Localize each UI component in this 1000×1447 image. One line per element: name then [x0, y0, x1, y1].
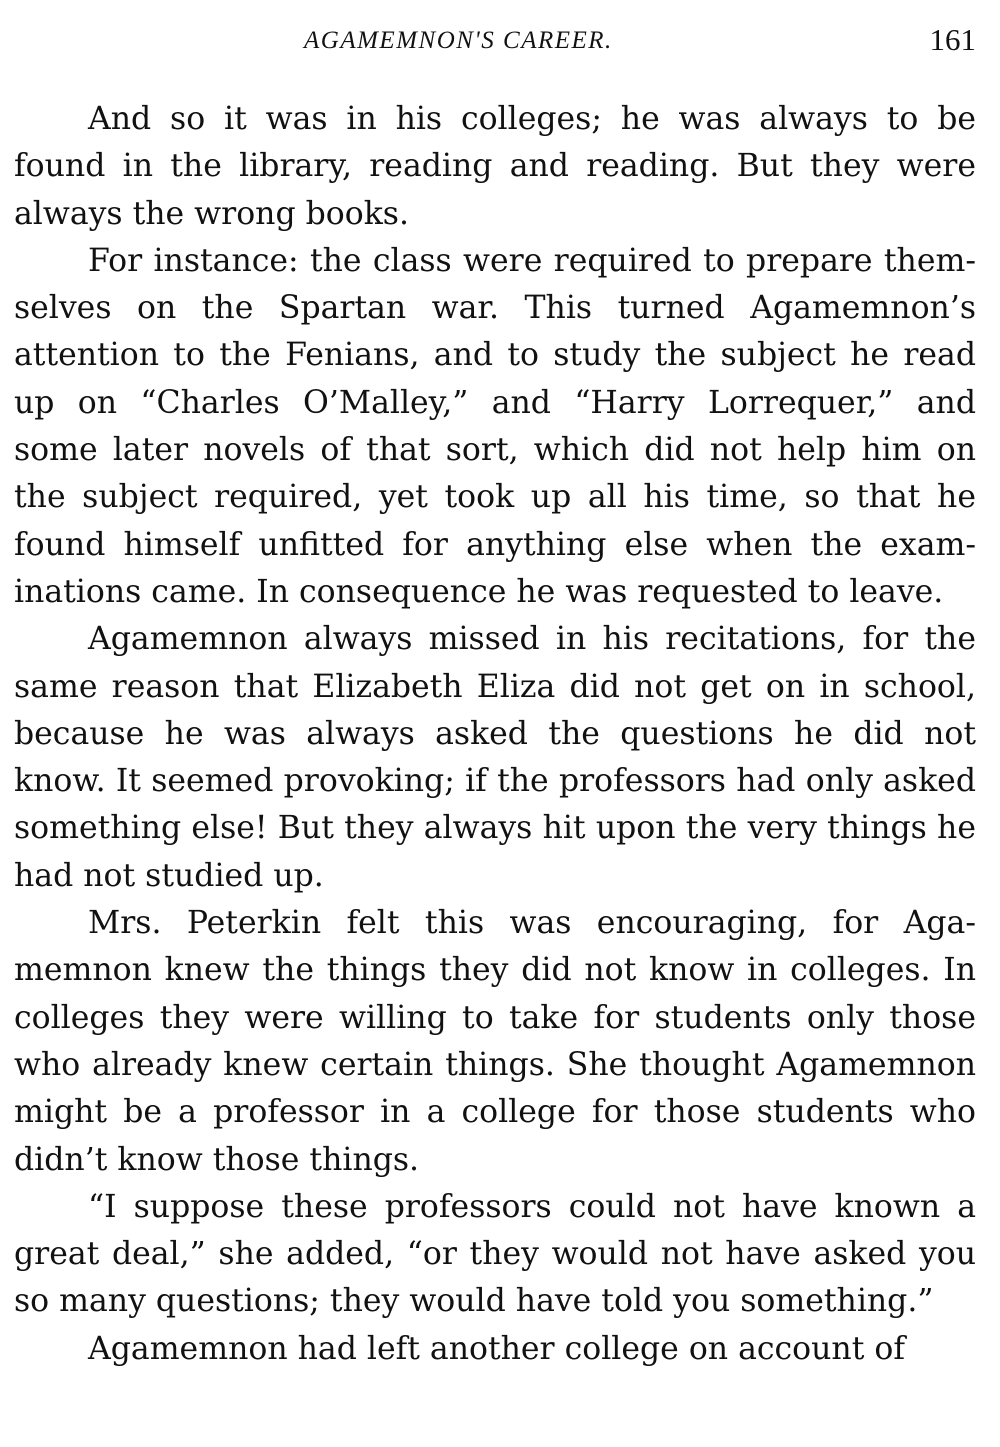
- paragraph-mrs-peterkin: Mrs. Peterkin felt this was encouraging, for Agamemnon knew the things they did not know in colleges. In colleges they were willing to take for students only those who already knew certain things. She thought Agamemnon might be a professor in a college for those students who didn’t know those things.: [14, 905, 976, 1178]
- paragraph-recitations: Agamemnon always missed in his recitations, for the same reason that Elizabeth Eliza did not get on in school, because he was always asked the questions he did not know. It seemed provoking; if the professors had only asked something else! But they always hit upon the very things he had not studied up.: [14, 621, 976, 894]
- running-head-title: AGAMEMNON'S CAREER.: [304, 27, 613, 54]
- paragraph-another-college: Agamemnon had left another college on account of: [88, 1330, 905, 1367]
- body-text: [14, 96, 976, 1373]
- paragraph-professors-quote: “I suppose these professors could not have known a great deal,” she added, “or they would not have asked you so many questions; they would have told you something.”: [14, 1188, 976, 1320]
- page-number: 161: [929, 22, 976, 57]
- paragraph-colleges-library: And so it was in his colleges; he was always to be found in the library, reading and reading. But they were always the wrong books.: [14, 101, 976, 232]
- paragraph-spartan-war: For instance: the class were required to prepare themselves on the Spartan war. This turned Agamemnon’s attention to the Fenians, and to study the subject he read up on “Charles O’Malley,” and “Harry Lorrequer,” and some later novels of that sort, which did not help him on the subject required, yet took up all his time, so that he found himself unfitted for anything else when the examinations came. In consequence he was requested to leave.: [14, 242, 976, 610]
- running-head: [14, 14, 976, 56]
